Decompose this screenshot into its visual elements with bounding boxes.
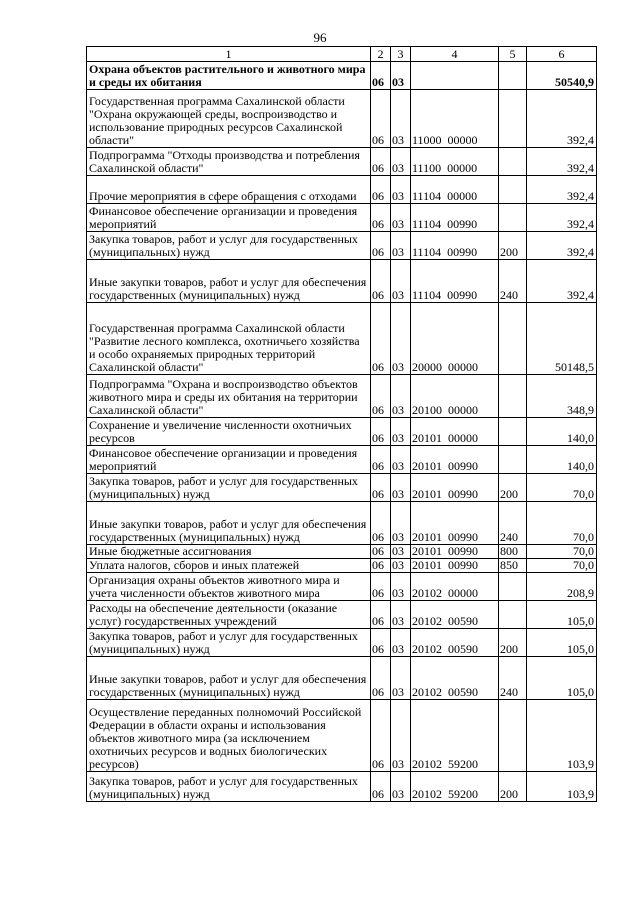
row-name-cell: Подпрограмма "Отходы производства и потребления Сахалинской области" <box>87 148 371 176</box>
row-subsection-cell: 03 <box>391 474 411 502</box>
row-name-cell: Иные закупки товаров, работ и услуг для обеспечения государственных (муниципальных) нужд <box>87 502 371 545</box>
row-name-cell: Иные закупки товаров, работ и услуг для обеспечения государственных (муниципальных) нужд <box>87 260 371 303</box>
row-amount-cell: 70,0 <box>527 474 597 502</box>
table-row <box>87 232 597 260</box>
table-body <box>87 62 597 802</box>
row-name-cell: Закупка товаров, работ и услуг для государственных (муниципальных) нужд <box>87 474 371 502</box>
row-amount-cell: 392,4 <box>527 232 597 260</box>
row-name-cell: Иные бюджетные ассигнования <box>87 545 371 559</box>
row-expense-type-cell <box>499 375 527 418</box>
row-expense-type-cell <box>499 446 527 474</box>
row-subsection-cell: 03 <box>391 573 411 601</box>
row-expense-type-cell: 800 <box>499 545 527 559</box>
row-name-cell: Закупка товаров, работ и услуг для государственных (муниципальных) нужд <box>87 772 371 802</box>
row-subsection-cell: 03 <box>391 204 411 232</box>
row-target-article-cell: 11000 00000 <box>411 90 499 148</box>
row-subsection-cell: 03 <box>391 418 411 446</box>
row-expense-type-cell: 240 <box>499 260 527 303</box>
row-section-cell: 06 <box>371 446 391 474</box>
row-section-cell: 06 <box>371 657 391 700</box>
row-target-article-cell: 11104 00990 <box>411 204 499 232</box>
header-col-5: 5 <box>499 47 527 62</box>
row-target-article-cell: 20102 59200 <box>411 700 499 772</box>
row-subsection-cell: 03 <box>391 601 411 629</box>
row-subsection-cell: 03 <box>391 232 411 260</box>
table-row <box>87 700 597 772</box>
row-amount-cell: 140,0 <box>527 418 597 446</box>
row-subsection-cell: 03 <box>391 446 411 474</box>
row-subsection-cell: 03 <box>391 148 411 176</box>
table-row <box>87 559 597 573</box>
row-target-article-cell: 20101 00990 <box>411 559 499 573</box>
row-subsection-cell: 03 <box>391 90 411 148</box>
table-row <box>87 204 597 232</box>
row-name-cell: Иные закупки товаров, работ и услуг для обеспечения государственных (муниципальных) нужд <box>87 657 371 700</box>
row-target-article-cell: 20100 00000 <box>411 375 499 418</box>
row-expense-type-cell <box>499 418 527 446</box>
row-expense-type-cell: 850 <box>499 559 527 573</box>
row-target-article-cell: 20102 00590 <box>411 657 499 700</box>
row-amount-cell: 103,9 <box>527 700 597 772</box>
row-section-cell: 06 <box>371 90 391 148</box>
row-name-cell: Расходы на обеспечение деятельности (оказание услуг) государственных учреждений <box>87 601 371 629</box>
row-expense-type-cell <box>499 176 527 204</box>
row-name-cell: Осуществление переданных полномочий Российской Федерации в области охраны и использования объектов животного мира (за исключением охотничьих ресурсов и водных биологических ресурсов) <box>87 700 371 772</box>
row-expense-type-cell <box>499 204 527 232</box>
row-section-cell: 06 <box>371 629 391 657</box>
row-section-cell: 06 <box>371 601 391 629</box>
row-target-article-cell <box>411 62 499 90</box>
page-number: 96 <box>313 30 327 45</box>
row-subsection-cell: 03 <box>391 375 411 418</box>
row-name-cell: Подпрограмма "Охрана и воспроизводство объектов животного мира и среды их обитания на территории Сахалинской области" <box>87 375 371 418</box>
row-amount-cell: 140,0 <box>527 446 597 474</box>
row-name-cell: Сохранение и увеличение численности охотничьих ресурсов <box>87 418 371 446</box>
row-section-cell: 06 <box>371 148 391 176</box>
row-name-cell: Государственная программа Сахалинской области "Охрана окружающей среды, воспроизводство и использование природных ресурсов Сахалинской области" <box>87 90 371 148</box>
row-section-cell: 06 <box>371 204 391 232</box>
row-target-article-cell: 20101 00000 <box>411 418 499 446</box>
row-amount-cell: 105,0 <box>527 657 597 700</box>
row-name-cell: Государственная программа Сахалинской области "Развитие лесного комплекса, охотничьего хозяйства и особо охраняемых природных территорий Сахалинской области" <box>87 303 371 375</box>
row-amount-cell: 70,0 <box>527 559 597 573</box>
header-col-4: 4 <box>411 47 499 62</box>
row-amount-cell: 50540,9 <box>527 62 597 90</box>
row-expense-type-cell <box>499 700 527 772</box>
row-amount-cell: 105,0 <box>527 629 597 657</box>
row-amount-cell: 392,4 <box>527 90 597 148</box>
row-target-article-cell: 20102 00000 <box>411 573 499 601</box>
table-row <box>87 418 597 446</box>
row-section-cell: 06 <box>371 232 391 260</box>
row-name-cell: Прочие мероприятия в сфере обращения с отходами <box>87 176 371 204</box>
row-amount-cell: 348,9 <box>527 375 597 418</box>
row-amount-cell: 70,0 <box>527 502 597 545</box>
table-row <box>87 601 597 629</box>
row-expense-type-cell: 240 <box>499 657 527 700</box>
row-target-article-cell: 20000 00000 <box>411 303 499 375</box>
row-amount-cell: 392,4 <box>527 204 597 232</box>
table-row <box>87 176 597 204</box>
row-target-article-cell: 11104 00990 <box>411 260 499 303</box>
table-row <box>87 375 597 418</box>
row-name-cell: Финансовое обеспечение организации и проведения мероприятий <box>87 204 371 232</box>
row-target-article-cell: 20101 00990 <box>411 474 499 502</box>
row-expense-type-cell: 200 <box>499 232 527 260</box>
header-col-1: 1 <box>87 47 371 62</box>
row-name-cell: Уплата налогов, сборов и иных платежей <box>87 559 371 573</box>
row-subsection-cell: 03 <box>391 260 411 303</box>
row-amount-cell: 103,9 <box>527 772 597 802</box>
row-subsection-cell: 03 <box>391 559 411 573</box>
row-amount-cell: 392,4 <box>527 176 597 204</box>
table-row <box>87 545 597 559</box>
row-subsection-cell: 03 <box>391 303 411 375</box>
row-name-cell: Финансовое обеспечение организации и проведения мероприятий <box>87 446 371 474</box>
row-expense-type-cell <box>499 601 527 629</box>
row-section-cell: 06 <box>371 375 391 418</box>
row-subsection-cell: 03 <box>391 176 411 204</box>
row-target-article-cell: 20102 00590 <box>411 601 499 629</box>
budget-table <box>86 46 597 802</box>
row-section-cell: 06 <box>371 62 391 90</box>
row-section-cell: 06 <box>371 303 391 375</box>
row-section-cell: 06 <box>371 545 391 559</box>
row-subsection-cell: 03 <box>391 502 411 545</box>
row-target-article-cell: 20102 59200 <box>411 772 499 802</box>
header-row <box>87 47 597 62</box>
row-amount-cell: 105,0 <box>527 601 597 629</box>
row-expense-type-cell: 200 <box>499 772 527 802</box>
row-expense-type-cell: 200 <box>499 474 527 502</box>
table-row <box>87 62 597 90</box>
header-col-6: 6 <box>527 47 597 62</box>
row-subsection-cell: 03 <box>391 545 411 559</box>
row-amount-cell: 392,4 <box>527 260 597 303</box>
row-section-cell: 06 <box>371 260 391 303</box>
row-expense-type-cell <box>499 573 527 601</box>
row-name-cell: Закупка товаров, работ и услуг для государственных (муниципальных) нужд <box>87 232 371 260</box>
row-subsection-cell: 03 <box>391 657 411 700</box>
row-target-article-cell: 11104 00000 <box>411 176 499 204</box>
row-subsection-cell: 03 <box>391 700 411 772</box>
row-amount-cell: 70,0 <box>527 545 597 559</box>
row-target-article-cell: 20102 00590 <box>411 629 499 657</box>
row-name-cell: Закупка товаров, работ и услуг для государственных (муниципальных) нужд <box>87 629 371 657</box>
row-expense-type-cell <box>499 90 527 148</box>
table-row <box>87 474 597 502</box>
table-row <box>87 629 597 657</box>
header-col-2: 2 <box>371 47 391 62</box>
row-expense-type-cell <box>499 303 527 375</box>
table-row <box>87 657 597 700</box>
row-section-cell: 06 <box>371 474 391 502</box>
row-section-cell: 06 <box>371 700 391 772</box>
row-subsection-cell: 03 <box>391 62 411 90</box>
header-col-3: 3 <box>391 47 411 62</box>
table-row <box>87 148 597 176</box>
row-amount-cell: 392,4 <box>527 148 597 176</box>
table-row <box>87 573 597 601</box>
table-row <box>87 303 597 375</box>
row-section-cell: 06 <box>371 502 391 545</box>
table-row <box>87 90 597 148</box>
row-expense-type-cell: 240 <box>499 502 527 545</box>
row-expense-type-cell: 200 <box>499 629 527 657</box>
row-name-cell: Охрана объектов растительного и животного мира и среды их обитания <box>87 62 371 90</box>
row-target-article-cell: 20101 00990 <box>411 502 499 545</box>
row-subsection-cell: 03 <box>391 629 411 657</box>
row-name-cell: Организация охраны объектов животного мира и учета численности объектов животного мира <box>87 573 371 601</box>
row-amount-cell: 50148,5 <box>527 303 597 375</box>
row-expense-type-cell <box>499 148 527 176</box>
row-target-article-cell: 11100 00000 <box>411 148 499 176</box>
row-section-cell: 06 <box>371 418 391 446</box>
row-target-article-cell: 20101 00990 <box>411 446 499 474</box>
row-target-article-cell: 20101 00990 <box>411 545 499 559</box>
table-row <box>87 446 597 474</box>
row-section-cell: 06 <box>371 772 391 802</box>
table-header <box>87 47 597 62</box>
table-row <box>87 260 597 303</box>
row-subsection-cell: 03 <box>391 772 411 802</box>
table-row <box>87 772 597 802</box>
row-expense-type-cell <box>499 62 527 90</box>
table-row <box>87 502 597 545</box>
row-section-cell: 06 <box>371 559 391 573</box>
row-amount-cell: 208,9 <box>527 573 597 601</box>
row-section-cell: 06 <box>371 573 391 601</box>
row-section-cell: 06 <box>371 176 391 204</box>
row-target-article-cell: 11104 00990 <box>411 232 499 260</box>
